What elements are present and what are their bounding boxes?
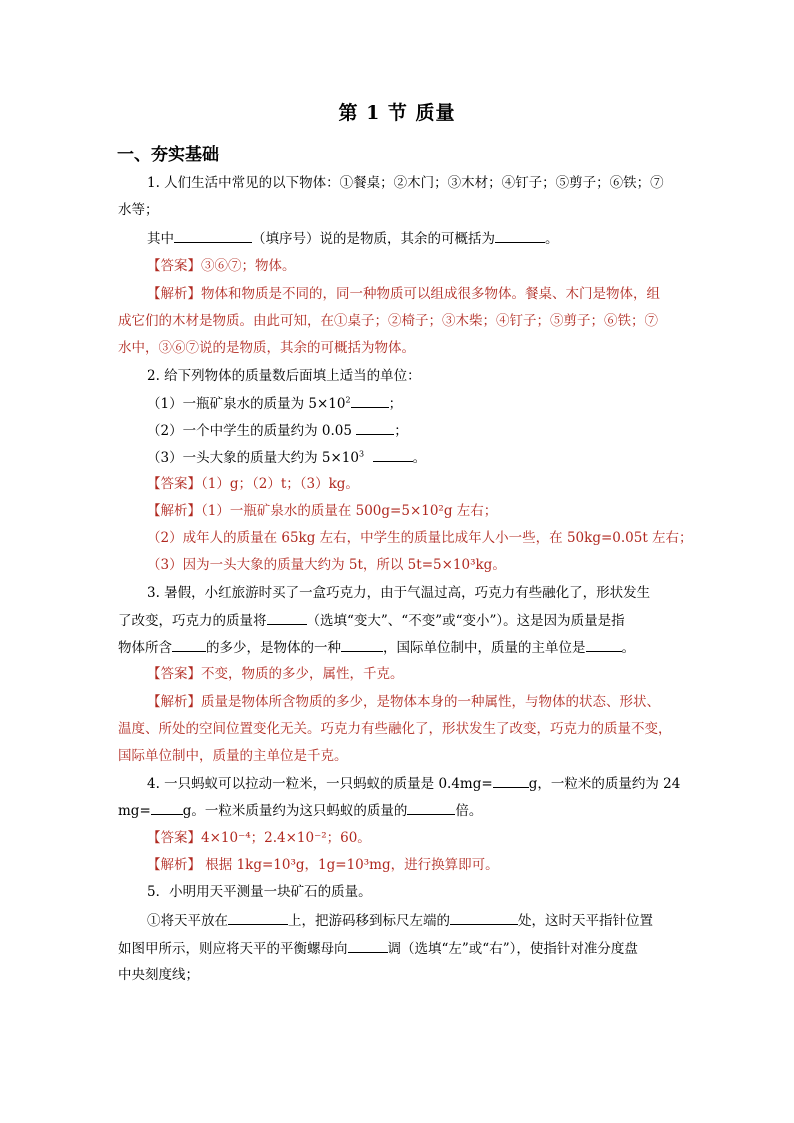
- explanation-text: （1）一瓶矿泉水的质量在 500g=5×10²g 左右；: [201, 503, 498, 519]
- q5-text: 处，这时天平指针位置: [518, 913, 653, 929]
- q5-text: 如图甲所示，则应将天平的平衡螺母向: [118, 941, 348, 957]
- q3-text: 物体所含: [118, 640, 172, 656]
- answer-blank[interactable]: [174, 228, 252, 243]
- q5-line-2: [147, 910, 690, 931]
- q4-line-2: [118, 800, 690, 821]
- q2-explanation-2: （2）成年人的质量在 65kg 左右，中学生的质量比成年人小一些，在 50kg=0.05t 左右；: [147, 530, 693, 546]
- answer-blank[interactable]: [151, 800, 183, 815]
- answer-blank[interactable]: [373, 447, 413, 462]
- q4-text: g，一粒米的质量约为 24: [528, 776, 681, 792]
- explanation-text: 根据 1kg=10³g，1g=10³mg，进行换算即可。: [201, 857, 499, 873]
- q1-text: （填序号）说的是物质，其余的可概括为: [252, 231, 495, 247]
- answer-blank[interactable]: [493, 773, 529, 788]
- answer-text: （1）g；（2）t；（3）kg。: [201, 476, 359, 492]
- q2-answer: [147, 474, 690, 494]
- q1-answer: [147, 256, 690, 276]
- q2-explanation-3: （3）因为一头大象的质量大约为 5t，所以 5t=5×10³kg。: [147, 557, 506, 573]
- q5-text: 调（选填“左”或“右”），使指针对准分度盘: [387, 941, 638, 957]
- q2-sub-1: [147, 393, 690, 414]
- q4-text: 倍。: [455, 803, 483, 819]
- q3-text: 的多少，是物体的一种: [206, 640, 341, 656]
- q1-explanation-2: 成它们的木材是物质。由此可知，在①桌子；②椅子；③木柴；④钉子；⑤剪子；⑥铁；⑦: [118, 313, 658, 329]
- q2-sub-3: [147, 447, 690, 468]
- q5-line-3: [118, 938, 690, 959]
- q3-line-1: 3. 暑假，小红旅游时买了一盒巧克力，由于气温过高，巧克力有些融化了，形状发生: [147, 585, 651, 601]
- answer-blank[interactable]: [267, 610, 307, 625]
- q5-line-1: 5．小明用天平测量一块矿石的质量。: [147, 884, 372, 900]
- q1-line-3: [147, 228, 690, 249]
- q5-text: 上，把游码移到标尺左端的: [288, 913, 450, 929]
- q2-explanation: [147, 501, 690, 521]
- answer-blank[interactable]: [228, 910, 288, 925]
- explanation-text: 物体和物质是不同的，同一种物质可以组成很多物体。餐桌、木门是物体，组: [201, 286, 660, 302]
- q3-text: 了改变，巧克力的质量将: [118, 613, 267, 629]
- answer-blank[interactable]: [586, 637, 622, 652]
- q2-sup: 3: [358, 449, 365, 459]
- q2-text: ；: [388, 396, 403, 412]
- q3-text: ，国际单位制中，质量的主单位是: [383, 640, 586, 656]
- answer-blank[interactable]: [450, 910, 518, 925]
- q1-explanation-3: 水中，③⑥⑦说的是物质，其余的可概括为物体。: [118, 340, 415, 356]
- explanation-tag: 【解析】: [147, 286, 201, 302]
- q4-line-1: [147, 773, 690, 794]
- q3-line-3: [118, 637, 690, 658]
- answer-blank[interactable]: [348, 938, 388, 953]
- q5-line-4: 中央刻度线；: [118, 967, 199, 983]
- q3-explanation-3: 国际单位制中，质量的主单位是千克。: [118, 748, 348, 764]
- q3-text: （选填“变大”、“不变”或“变小”）。这是因为质量是指: [306, 613, 625, 629]
- answer-blank[interactable]: [351, 393, 389, 408]
- q4-text: g。一粒米质量约为这只蚂蚁的质量的: [182, 803, 408, 819]
- q1-explanation: [147, 284, 690, 304]
- q3-explanation: [147, 692, 690, 712]
- section-heading: 一、夯实基础: [117, 145, 219, 165]
- explanation-text: 质量是物体所含物质的多少，是物体本身的一种属性，与物体的状态、形状、: [201, 694, 660, 710]
- q1-text: 。: [545, 231, 559, 247]
- answer-blank[interactable]: [407, 800, 455, 815]
- answer-text: 不变，物质的多少，属性，千克。: [201, 666, 404, 682]
- page-title: 第 1 节 质量: [338, 102, 456, 124]
- q2-text: （3）一头大象的质量大约为 5×10: [147, 450, 359, 466]
- explanation-tag: 【解析】: [147, 857, 201, 873]
- answer-blank[interactable]: [341, 637, 383, 652]
- q3-explanation-2: 温度、所处的空间位置变化无关。巧克力有些融化了，形状发生了改变，巧克力的质量不变，: [118, 721, 672, 737]
- q3-text: 。: [621, 640, 635, 656]
- q2-text: 。: [412, 450, 427, 466]
- q4-text: mg=: [118, 803, 151, 819]
- q2-sub-2: [147, 420, 690, 441]
- answer-blank[interactable]: [172, 637, 206, 652]
- answer-tag: 【答案】: [147, 666, 201, 682]
- answer-tag: 【答案】: [147, 258, 201, 274]
- q4-answer: [147, 828, 690, 848]
- q3-line-2: [118, 610, 690, 631]
- answer-blank[interactable]: [356, 420, 394, 435]
- q2-line-1: 2. 给下列物体的质量数后面填上适当的单位：: [147, 368, 421, 384]
- explanation-tag: 【解析】: [147, 694, 201, 710]
- q1-text: 其中: [147, 231, 174, 247]
- answer-tag: 【答案】: [147, 830, 201, 846]
- q1-line-1: 1. 人们生活中常见的以下物体：①餐桌；②木门；③木材；④钉子；⑤剪子；⑥铁；⑦: [147, 175, 664, 191]
- q5-text: ①将天平放在: [147, 913, 228, 929]
- explanation-tag: 【解析】: [147, 503, 201, 519]
- q2-text: （2）一个中学生的质量约为 0.05: [147, 423, 357, 439]
- q2-sup: 2: [345, 395, 351, 405]
- q4-explanation: [147, 855, 690, 875]
- q4-text: 4. 一只蚂蚁可以拉动一粒米，一只蚂蚁的质量是 0.4mg=: [147, 776, 493, 792]
- q2-text: （1）一瓶矿泉水的质量为 5×10: [147, 396, 346, 412]
- q2-text: ；: [394, 423, 408, 439]
- q1-line-2: 水等；: [118, 202, 159, 218]
- answer-blank[interactable]: [495, 228, 545, 243]
- answer-text: ③⑥⑦；物体。: [201, 258, 296, 274]
- answer-text: 4×10⁻⁴；2.4×10⁻²；60。: [201, 830, 371, 846]
- q3-answer: [147, 664, 690, 684]
- answer-tag: 【答案】: [147, 476, 201, 492]
